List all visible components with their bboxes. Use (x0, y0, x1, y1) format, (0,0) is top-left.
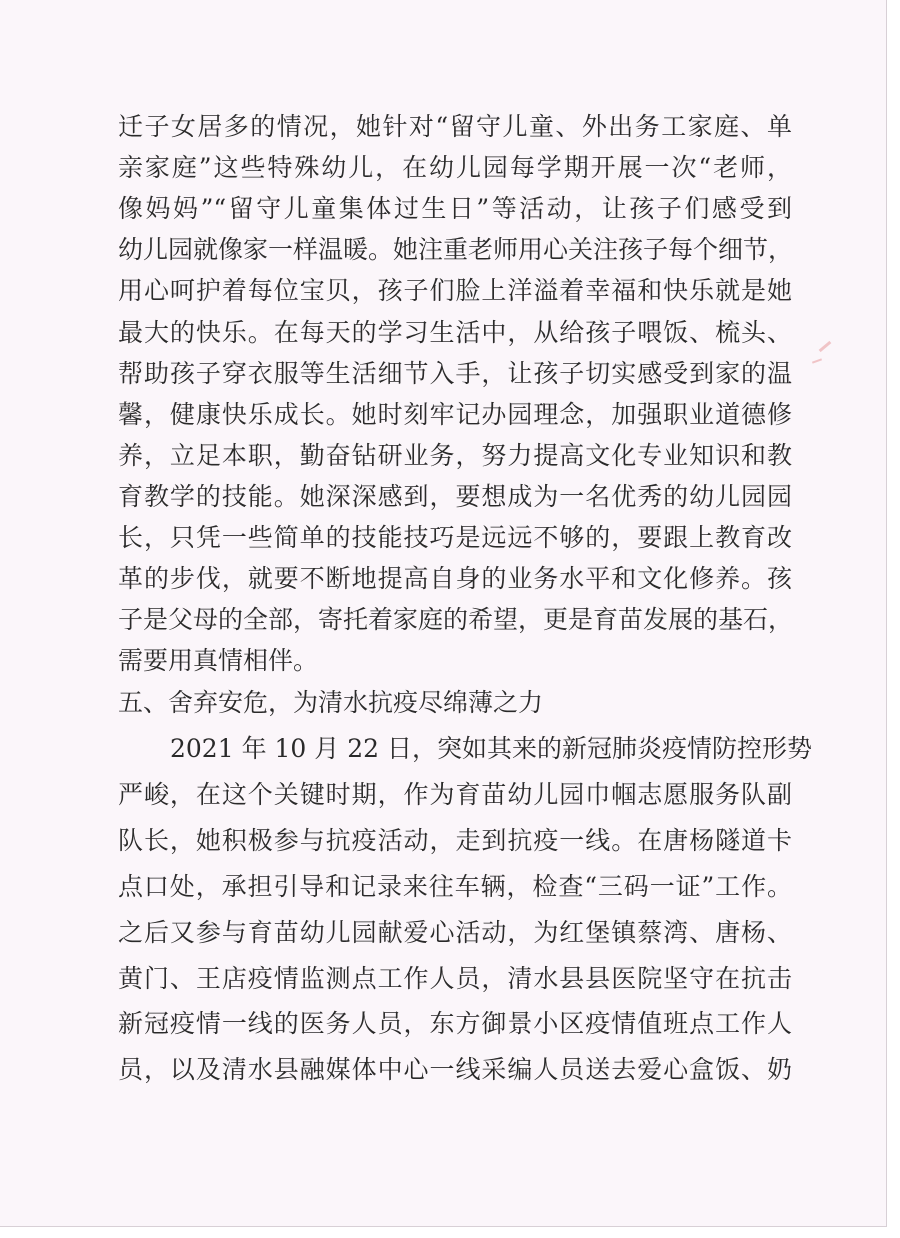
text-line: 黄门、王店疫情监测点工作人员，清水县县医院坚守在抗击 (118, 963, 792, 993)
text-line: 亲家庭”这些特殊幼儿，在幼儿园每学期开展一次“老师， (118, 153, 792, 183)
text-line: 馨，健康快乐成长。她时刻牢记办园理念，加强职业道德修 (118, 399, 792, 429)
text-line: 严峻，在这个关键时期，作为育苗幼儿园巾帼志愿服务队副 (118, 779, 792, 809)
text-line: 2021 年 10 月 22 日，突如其来的新冠肺炎疫情防控形势 (170, 734, 812, 763)
text-line: 之后又参与育苗幼儿园献爱心活动，为红堡镇蔡湾、唐杨、 (118, 917, 792, 947)
text-line: 最大的快乐。在每天的学习生活中，从给孩子喂饭、梳头、 (118, 317, 792, 347)
text-line: 帮助孩子穿衣服等生活细节入手，让孩子切实感受到家的温 (118, 358, 792, 388)
ink-mark (819, 341, 832, 352)
text-line: 用心呵护着每位宝贝，孩子们脸上洋溢着幸福和快乐就是她 (118, 276, 792, 306)
text-line: 迁子女居多的情况，她针对“留守儿童、外出务工家庭、单 (118, 112, 792, 141)
text-line: 子是父母的全部，寄托着家庭的希望，更是育苗发展的基石， (118, 605, 794, 635)
text-line: 新冠疫情一线的医务人员，东方御景小区疫情值班点工作人 (118, 1009, 792, 1039)
text-line: 点口处，承担引导和记录来往车辆，检查“三码一证”工作。 (118, 871, 792, 901)
text-line: 像妈妈”“留守儿童集体过生日”等活动，让孩子们感受到 (118, 194, 792, 224)
section-heading: 五、舍弃安危，为清水抗疫尽绵薄之力 (118, 688, 544, 717)
text-line: 幼儿园就像家一样温暖。她注重老师用心关注孩子每个细节， (118, 235, 794, 265)
text-line: 队长，她积极参与抗疫活动，走到抗疫一线。在唐杨隧道卡 (118, 825, 792, 855)
text-line: 养，立足本职，勤奋钻研业务，努力提高文化专业知识和教 (118, 440, 792, 470)
text-line: 员，以及清水县融媒体中心一线采编人员送去爱心盒饭、奶 (118, 1055, 792, 1085)
text-line: 需要用真情相伴。 (118, 646, 319, 676)
text-line: 育教学的技能。她深深感到，要想成为一名优秀的幼儿园园 (118, 481, 792, 511)
ink-mark (812, 358, 822, 363)
text-line: 革的步伐，就要不断地提高自身的业务水平和文化修养。孩 (118, 564, 792, 594)
text-line: 长，只凭一些简单的技能技巧是远远不够的，要跟上教育改 (118, 523, 792, 552)
